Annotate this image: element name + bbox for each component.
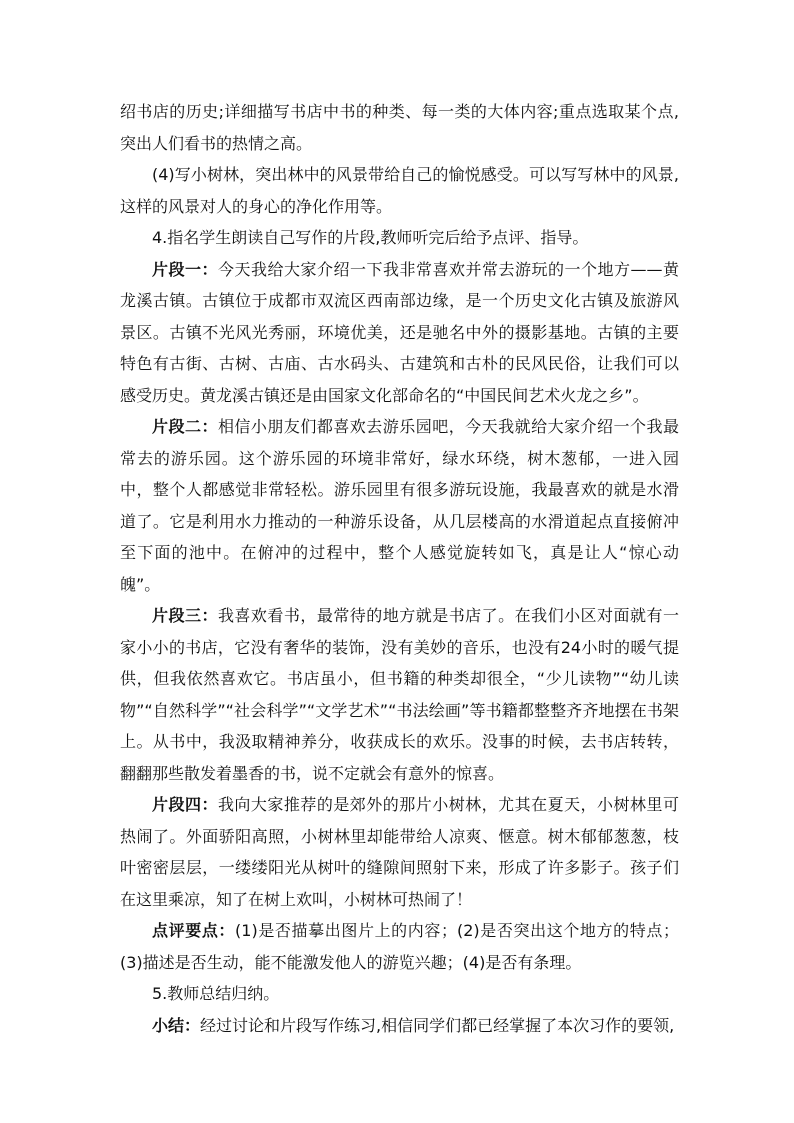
paragraph-text: 经过讨论和片段写作练习,相信同学们都已经掌握了本次习作的要领, [200, 1015, 675, 1035]
excerpt-label: 片段一： [152, 259, 218, 279]
paragraph-text: 4.指名学生朗读自己写作的片段,教师听完后给予点评、指导。 [152, 228, 589, 247]
paragraph-text: 今天我给大家介绍一下我非常喜欢并常去游玩的一个地方——黄龙溪古镇。古镇位于成都市双流区西南部边缘，是一个历史文化古镇及旅游风景区。古镇不光风光秀丽，环境优美，还是驰名中外的摄影基地。古镇的主要特色有古街、古树、古庙、古水码头、古建筑和古朴的民风民俗，让我们可以感受历史。黄龙溪古镇还是由国家文化部命名的“中国民间艺术火龙之乡”。 [120, 259, 679, 405]
paragraph-step-4 [120, 222, 679, 254]
paragraph-excerpt-1 [120, 254, 679, 412]
excerpt-label: 片段四： [152, 795, 218, 814]
paragraph-step-5 [120, 978, 679, 1010]
paragraph-grove-tips [120, 159, 679, 222]
paragraph-review-points [120, 915, 679, 978]
paragraph-text: 我喜欢看书，最常待的地方就是书店了。在我们小区对面就有一家小小的书店，它没有奢华的装饰，没有美妙的音乐，也没有24小时的暖气提供，但我依然喜欢它。书店虽小，但书籍的种类却很全，“少儿读物”“幼儿读物”“自然科学”“社会科学”“文学艺术”“书法绘画”等书籍都整整齐齐地摆在书架上。从书中，我汲取精神养分，收获成长的欢乐。没事的时候，去书店转转，翻翻那些散发着墨香的书，说不定就会有意外的惊喜。 [120, 606, 679, 783]
paragraph-text: 我向大家推荐的是郊外的那片小树林，尤其在夏天，小树林里可热闹了。外面骄阳高照，小树林里却能带给人凉爽、惬意。树木郁郁葱葱，枝叶密密层层，一缕缕阳光从树叶的缝隙间照射下来，形成了许多影子。孩子们在这里乘凉，知了在树上欢叫，小树林可热闹了！ [120, 795, 679, 909]
paragraph-excerpt-2 [120, 411, 679, 600]
excerpt-label: 片段二： [152, 417, 218, 436]
paragraph-excerpt-3 [120, 600, 679, 789]
paragraph-text: 5.教师总结归纳。 [152, 984, 280, 1003]
paragraph-summary [120, 1010, 679, 1042]
excerpt-label: 片段三： [152, 606, 218, 625]
paragraph-text: (1)是否描摹出图片上的内容；(2)是否突出这个地方的特点；(3)描述是否生动，能不能激发他人的游览兴趣；(4)是否有条理。 [120, 921, 679, 972]
summary-label: 小结： [152, 1015, 201, 1035]
paragraph-bookstore-tips [120, 96, 679, 159]
paragraph-text: 绍书店的历史;详细描写书店中书的种类、每一类的大体内容;重点选取某个点,突出人们看书的热情之高。 [120, 102, 679, 153]
paragraph-text: (4)写小树林，突出林中的风景带给自己的愉悦感受。可以写写林中的风景,这样的风景对人的身心的净化作用等。 [120, 165, 679, 216]
review-label: 点评要点： [152, 921, 236, 940]
paragraph-text: 相信小朋友们都喜欢去游乐园吧，今天我就给大家介绍一个我最常去的游乐园。这个游乐园的环境非常好，绿水环绕，树木葱郁，一进入园中，整个人都感觉非常轻松。游乐园里有很多游玩设施，我最喜欢的就是水滑道了。它是利用水力推动的一种游乐设备，从几层楼高的水滑道起点直接俯冲至下面的池中。在俯冲的过程中，整个人感觉旋转如飞，真是让人“惊心动魄”。 [120, 417, 679, 594]
paragraph-excerpt-4 [120, 789, 679, 915]
